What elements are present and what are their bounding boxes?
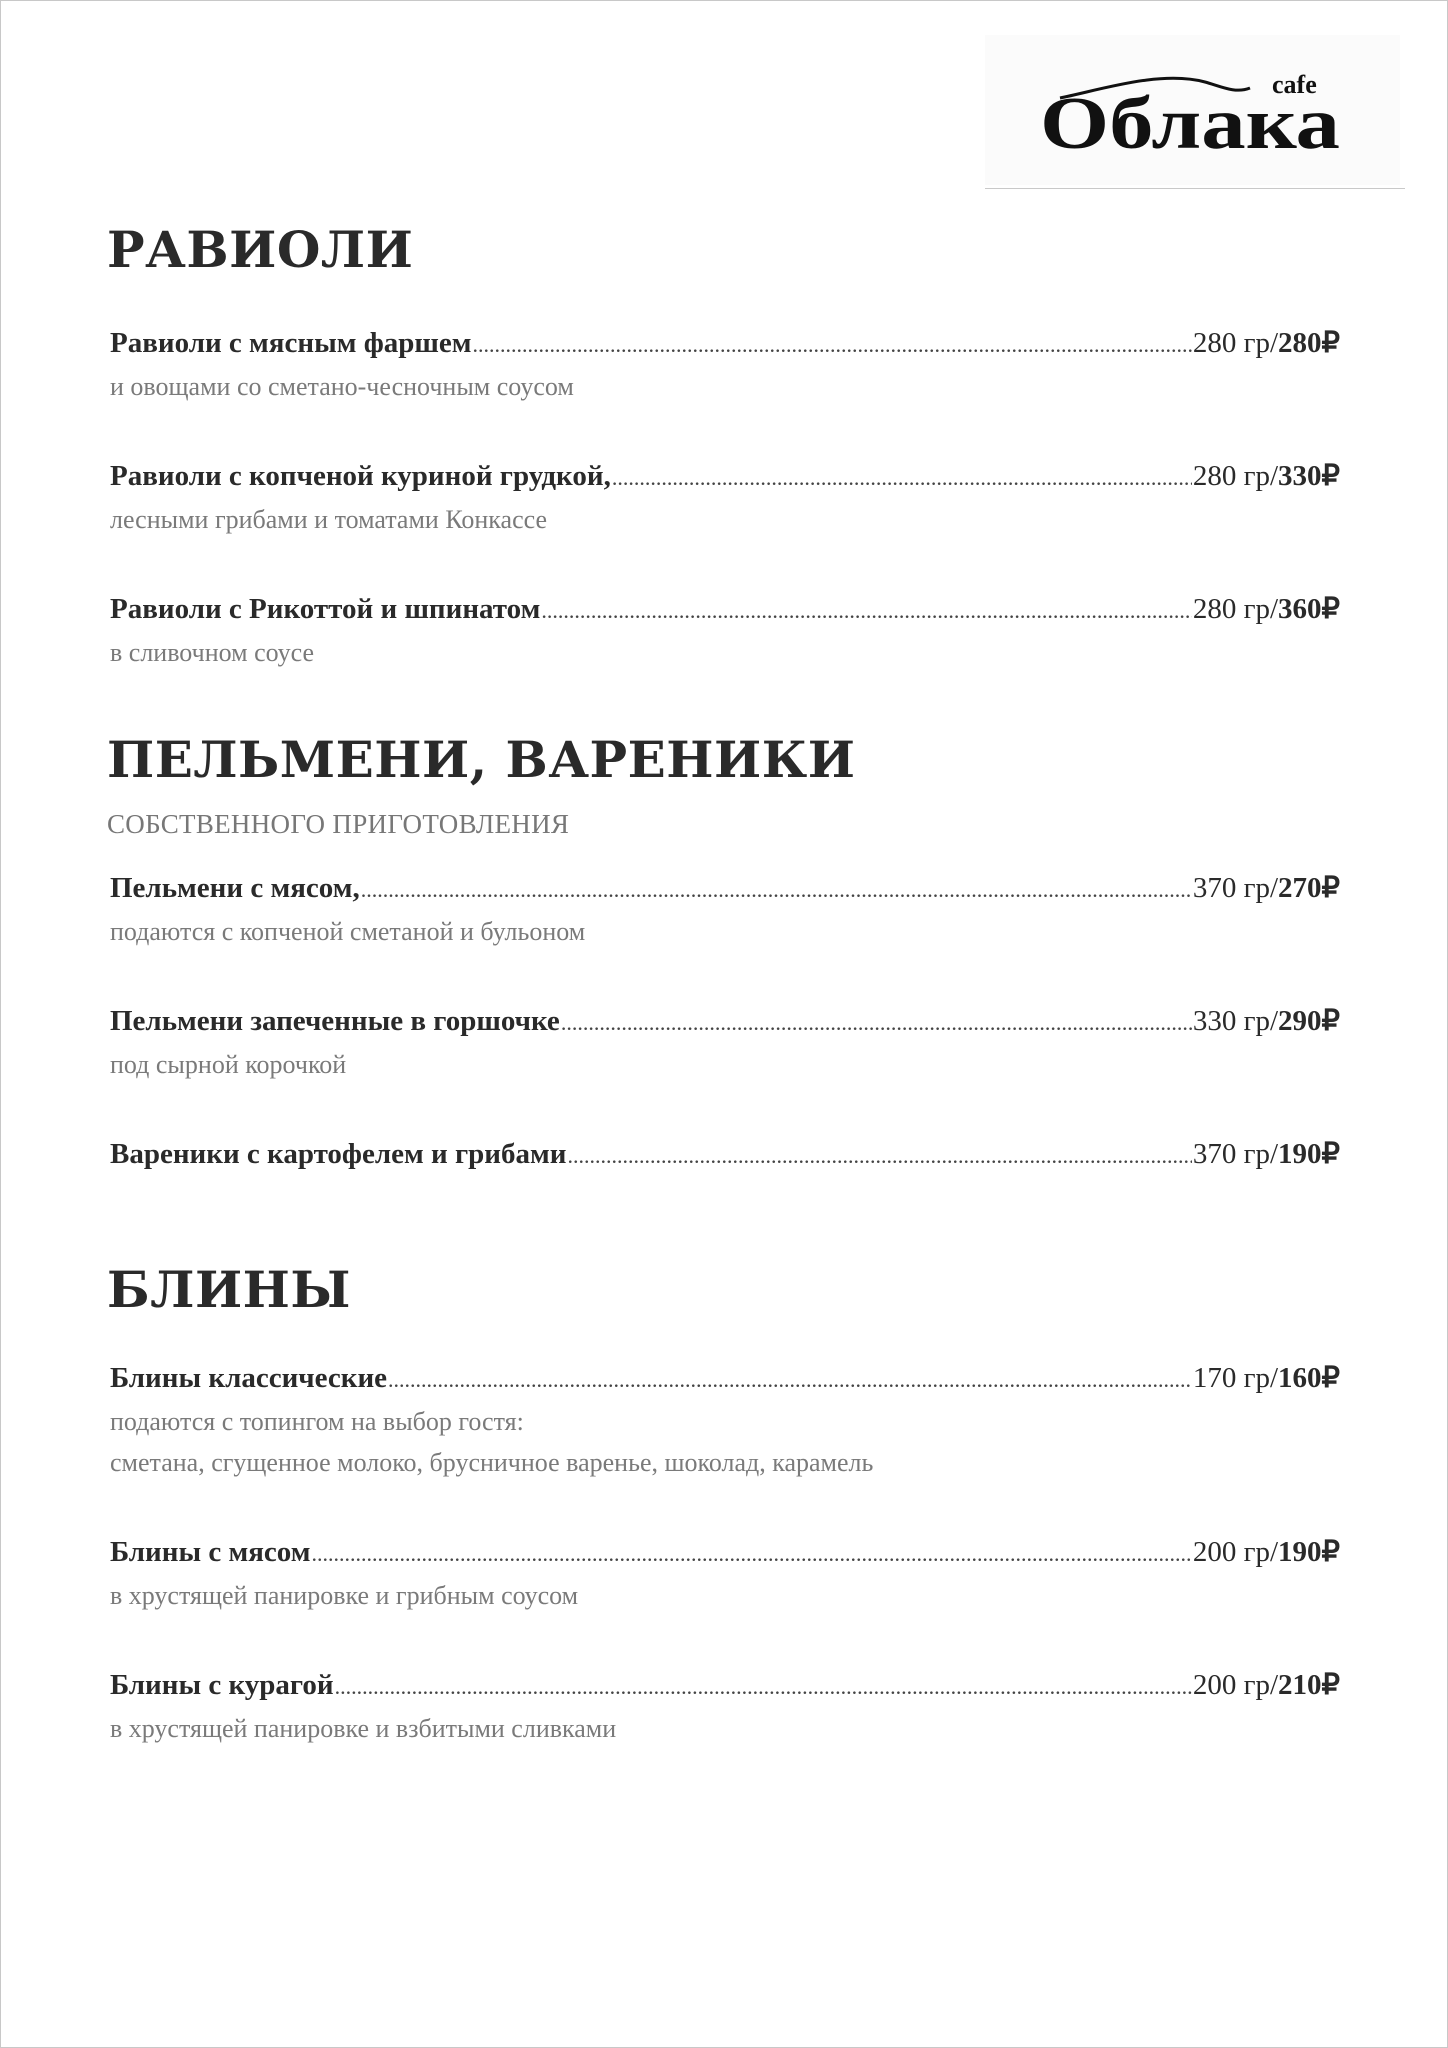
- dot-leader: [335, 1670, 1192, 1704]
- menu-item-weight: 280 гр: [1192, 593, 1270, 625]
- menu-item: [110, 1137, 1340, 1173]
- menu-item-description: в хрустящей панировке и взбитыми сливками: [110, 1714, 617, 1743]
- menu-item-separator: /: [1269, 1669, 1279, 1701]
- menu-item-separator: /: [1269, 593, 1279, 625]
- menu-item-separator: /: [1269, 1536, 1279, 1568]
- section-title: ПЕЛЬМЕНИ, ВАРЕНИКИ: [107, 730, 856, 789]
- dot-leader: [567, 1139, 1191, 1173]
- menu-item-row: [110, 326, 1340, 362]
- menu-item-weight: 280 гр: [1192, 327, 1270, 359]
- menu-item-separator: /: [1269, 1362, 1279, 1394]
- dot-leader: [361, 873, 1192, 907]
- menu-item-name: Равиоли с копченой куриной грудкой,: [110, 460, 611, 492]
- menu-item-row: [110, 1361, 1340, 1397]
- menu-item-price: 290₽: [1278, 1005, 1340, 1037]
- menu-item-price: 160₽: [1278, 1362, 1340, 1394]
- menu-item: [110, 459, 1340, 540]
- menu-item-separator: /: [1269, 327, 1279, 359]
- menu-item-name: Равиоли с мясным фаршем: [110, 327, 472, 359]
- section-pelmeni: [107, 730, 1347, 839]
- section-subtitle: СОБСТВЕННОГО ПРИГОТОВЛЕНИЯ: [107, 809, 570, 839]
- dot-leader: [612, 461, 1192, 495]
- menu-item-description: в хрустящей панировке и грибным соусом: [110, 1581, 579, 1610]
- menu-item-description: лесными грибами и томатами Конкассе: [110, 505, 548, 534]
- menu-item-description: в сливочном соусе: [110, 638, 315, 667]
- logo-cafe-text: cafe: [1272, 70, 1317, 99]
- menu-item-name: Блины классические: [110, 1362, 388, 1394]
- menu-item-description: под сырной корочкой: [110, 1050, 347, 1079]
- menu-item-name: Равиоли с Рикоттой и шпинатом: [110, 593, 541, 625]
- menu-item-row: [110, 1668, 1340, 1704]
- menu-item-weight: 170 гр: [1192, 1362, 1270, 1394]
- menu-item-price: 330₽: [1278, 460, 1340, 492]
- logo-name-text: Облака: [1040, 83, 1340, 160]
- menu-item-row: [110, 592, 1340, 628]
- section-title: РАВИОЛИ: [107, 220, 414, 279]
- menu-item-weight: 200 гр: [1192, 1669, 1270, 1701]
- menu-item: [110, 1668, 1340, 1749]
- menu-item: [110, 326, 1340, 407]
- menu-item-price: 360₽: [1278, 593, 1340, 625]
- menu-item-weight: 200 гр: [1192, 1536, 1270, 1568]
- menu-item-description: подаются с копченой сметаной и бульоном: [110, 917, 586, 946]
- menu-item-separator: /: [1269, 1005, 1279, 1037]
- menu-item-name: Пельмени с мясом,: [110, 872, 360, 904]
- menu-item-description: сметана, сгущенное молоко, брусничное варенье, шоколад, карамель: [110, 1448, 874, 1477]
- dot-leader: [388, 1363, 1192, 1397]
- section-title: БЛИНЫ: [107, 1260, 352, 1319]
- menu-item-description: подаются с топингом на выбор гостя:: [110, 1407, 524, 1436]
- menu-item-weight: 280 гр: [1192, 460, 1270, 492]
- menu-item-row: [110, 1004, 1340, 1040]
- menu-item-weight: 330 гр: [1192, 1005, 1270, 1037]
- menu-item: [110, 871, 1340, 952]
- dot-leader: [541, 594, 1191, 628]
- dot-leader: [561, 1006, 1192, 1040]
- menu-item-row: [110, 1137, 1340, 1173]
- menu-item-name: Вареники с картофелем и грибами: [110, 1138, 567, 1170]
- menu-item-weight: 370 гр: [1192, 1138, 1270, 1170]
- menu-item-separator: /: [1269, 460, 1279, 492]
- section-ravioli: [107, 220, 1347, 279]
- cafe-logo: [1040, 60, 1340, 160]
- menu-item-row: [110, 1535, 1340, 1571]
- menu-item-separator: /: [1269, 1138, 1279, 1170]
- menu-item-price: 210₽: [1278, 1669, 1340, 1701]
- menu-item-price: 190₽: [1278, 1138, 1340, 1170]
- menu-item-row: [110, 871, 1340, 907]
- menu-item: [110, 1361, 1340, 1483]
- menu-item-name: Блины с курагой: [110, 1669, 334, 1701]
- logo-divider: [985, 188, 1405, 189]
- menu-item-price: 270₽: [1278, 872, 1340, 904]
- section-bliny: [107, 1260, 1347, 1319]
- menu-item-separator: /: [1269, 872, 1279, 904]
- dot-leader: [473, 328, 1192, 362]
- dot-leader: [312, 1537, 1192, 1571]
- menu-item: [110, 592, 1340, 673]
- menu-item-price: 280₽: [1278, 327, 1340, 359]
- menu-item: [110, 1535, 1340, 1616]
- menu-item-description: и овощами со сметано-чесночным соусом: [110, 372, 574, 401]
- menu-item-row: [110, 459, 1340, 495]
- menu-item-weight: 370 гр: [1192, 872, 1270, 904]
- menu-item: [110, 1004, 1340, 1085]
- menu-item-name: Пельмени запеченные в горшочке: [110, 1005, 560, 1037]
- menu-item-name: Блины с мясом: [110, 1536, 311, 1568]
- menu-item-price: 190₽: [1278, 1536, 1340, 1568]
